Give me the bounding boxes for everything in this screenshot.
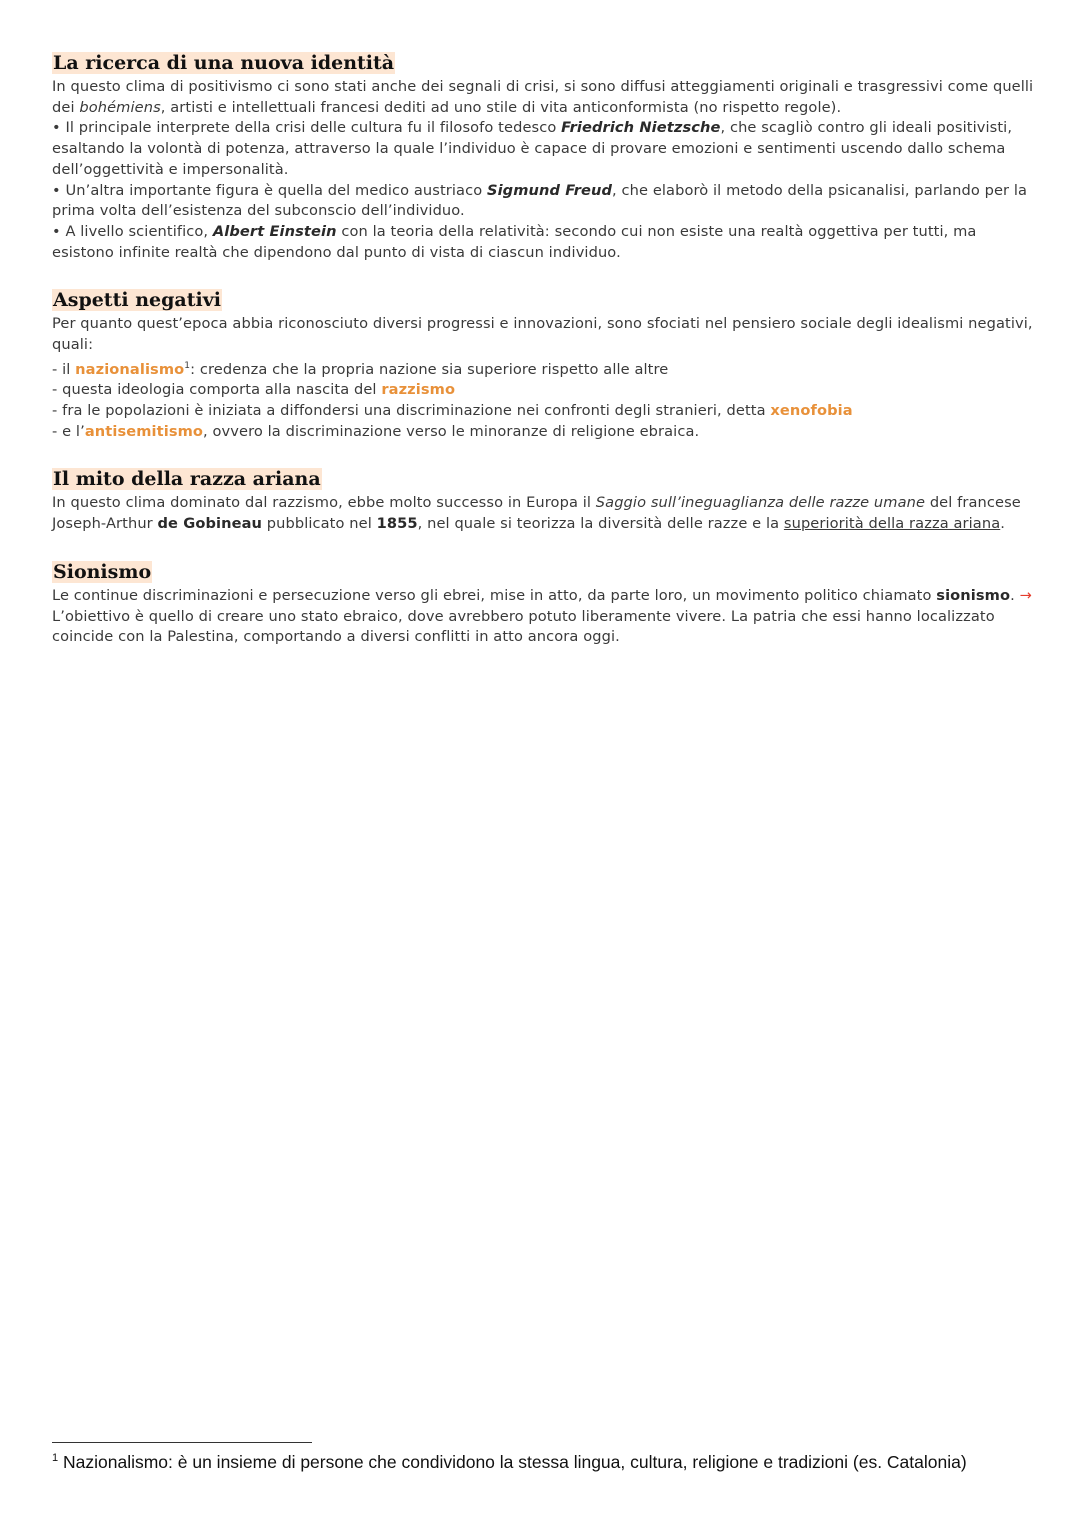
section-title: Sionismo — [53, 560, 152, 583]
section-title: Il mito della razza ariana — [53, 468, 321, 491]
document-body — [52, 50, 1042, 672]
section-sionismo — [52, 559, 1042, 648]
paragraph-einstein: • A livello scientifico, Albert Einstein con la teoria della relatività: secondo cui non esiste una realtà oggettiva per tutti, ma esistono infinite realtà che dipendono dal punto di vista di ciascun individuo. — [52, 222, 977, 261]
arrow-right-icon: → — [1019, 586, 1032, 604]
paragraph-freud: • Un’altra importante figura è quella del medico austriaco Sigmund Freud, che elaborò il metodo della psicanalisi, parlando per la prima volta dell’esistenza del subconscio dell’individuo. — [52, 181, 1028, 220]
section-title: La ricerca di una nuova identità — [53, 52, 395, 74]
footnote: $^1$ Nazionalismo: è un insieme di persone che condividono la stessa lingua, cultura, religione e tradizioni (es. Catalonia) — [52, 1452, 967, 1472]
list-item-razzismo: - questa ideologia comporta alla nascita del razzismo — [52, 381, 456, 399]
paragraph-intro: Per quanto quest’epoca abbia riconosciuto diversi progressi e innovazioni, sono sfociati nel pensiero sociale degli idealismi negativi, quali: — [52, 315, 1033, 354]
paragraph-gobineau: In questo clima dominato dal razzismo, ebbe molto successo in Europa il Saggio sull’ineguaglianza delle razze umane del francese Joseph-Arthur de Gobineau pubblicato nel 1855, nel quale si teorizza la diversità delle razze e la superiorità della razza ariana. — [52, 494, 1021, 533]
paragraph-sionismo: Le continue discriminazioni e persecuzione verso gli ebrei, mise in atto, da parte loro, un movimento politico chiamato sionismo. → L’obiettivo è quello di creare uno stato ebraico, dove avrebbero potuto liberamente vivere. La patria che essi hanno localizzato coincide con la Palestina, comportando a diversi conflitti in atto ancora oggi. — [52, 586, 1032, 646]
paragraph-nietzsche: • Il principale interprete della crisi delle cultura fu il filosofo tedesco Friedrich Nietzsche, che scagliò contro gli ideali positivisti, esaltando la volontà di potenza, attraverso la quale l’individuo è capace di provare emozioni e sentimenti uscendo dallo schema dell’oggettività e impersonalità. — [52, 119, 1013, 178]
section-nuova-identita — [52, 50, 1042, 263]
list-item-xenofobia: - fra le popolazioni è iniziata a diffondersi una discriminazione nei confronti degli stranieri, detta xenofobia — [52, 402, 853, 419]
paragraph-intro: In questo clima di positivismo ci sono stati anche dei segnali di crisi, si sono diffusi atteggiamenti originali e trasgressivi come quelli dei bohémiens, artisti e intellettuali francesi dediti ad uno stile di vita anticonformista (no rispetto regole). — [52, 78, 1034, 116]
section-title: Aspetti negativi — [53, 289, 221, 312]
section-aspetti-negativi — [52, 287, 1042, 442]
list-item-nazionalismo: - il nazionalismo$^1$: credenza che la propria nazione sia superiore rispetto alle altre — [52, 360, 669, 378]
footnote-divider — [52, 1442, 312, 1443]
list-item-antisemitismo: - e l’antisemitismo, ovvero la discriminazione verso le minoranze di religione ebraica. — [52, 422, 700, 440]
section-razza-ariana — [52, 466, 1042, 534]
